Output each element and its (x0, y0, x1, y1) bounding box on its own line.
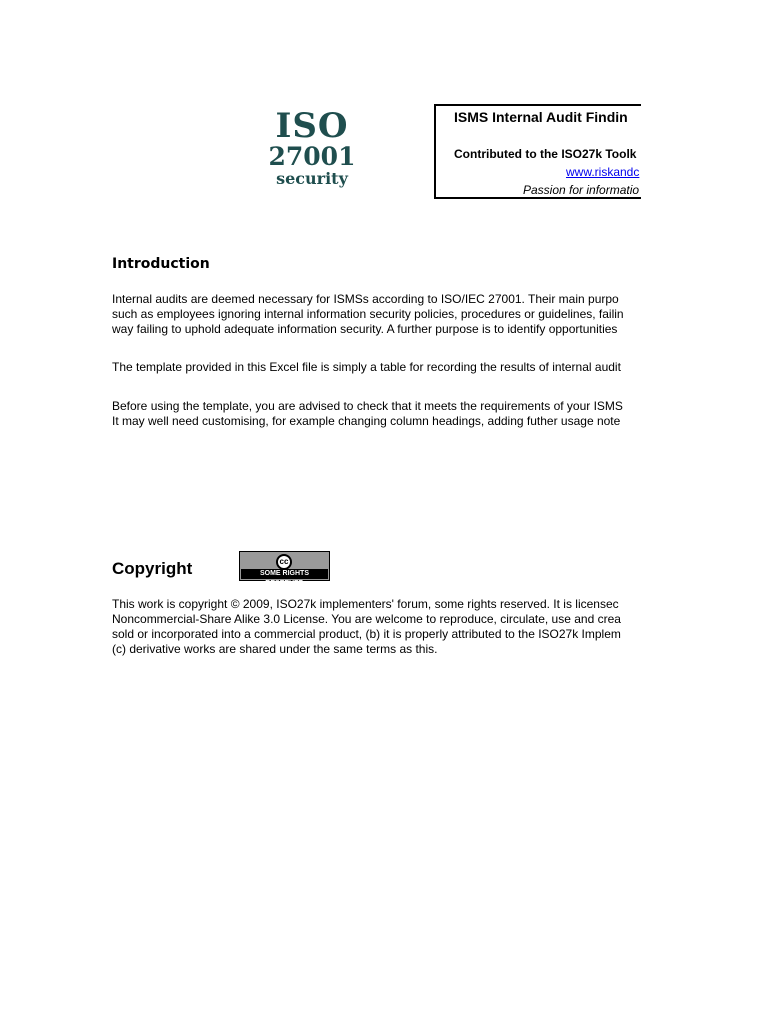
iso27001-security-logo (262, 108, 362, 188)
creative-commons-badge[interactable] (239, 551, 330, 587)
copyright-heading: Copyright (112, 559, 193, 578)
copyright-line: (c) derivative works are shared under the same terms as this. (112, 642, 438, 656)
intro-p1-line: such as employees ignoring internal information security policies, procedures or guidelines, failin (112, 307, 624, 321)
copyright-paragraph (112, 597, 621, 657)
intro-paragraph-1 (112, 292, 624, 337)
copyright-line: sold or incorporated into a commercial product, (b) it is properly attributed to the ISO27k Implem (112, 627, 621, 641)
intro-p3-line: It may well need customising, for example changing column headings, adding futher usage note (112, 414, 621, 428)
intro-p1-line: Internal audits are deemed necessary for ISMSs according to ISO/IEC 27001. Their main purpo (112, 292, 619, 306)
document-title: ISMS Internal Audit Findin (454, 109, 628, 125)
cc-icon: cc (276, 554, 292, 570)
logo-line-1: ISO (275, 106, 349, 146)
cc-badge-label: SOME RIGHTS RESERVED (241, 569, 328, 579)
intro-p1-line: way failing to uphold adequate information security. A further purpose is to identify opportunities (112, 322, 618, 336)
copyright-line: This work is copyright © 2009, ISO27k implementers' forum, some rights reserved. It is licensec (112, 597, 619, 611)
title-box (434, 104, 641, 199)
intro-paragraph-3 (112, 399, 623, 429)
intro-p2-line: The template provided in this Excel file is simply a table for recording the results of internal audit (112, 360, 621, 374)
logo-line-3: security (276, 169, 348, 188)
introduction-heading: Introduction (112, 256, 210, 272)
website-link[interactable]: www.riskandc (566, 165, 640, 179)
contributed-line: Contributed to the ISO27k Toolk (454, 147, 637, 161)
intro-paragraph-2 (112, 360, 621, 375)
intro-p3-line: Before using the template, you are advised to check that it meets the requirements of your ISMS (112, 399, 623, 413)
logo-line-2: 27001 (268, 142, 356, 171)
copyright-line: Noncommercial-Share Alike 3.0 License. You are welcome to reproduce, circulate, use and crea (112, 612, 621, 626)
tagline: Passion for informatio (523, 183, 640, 197)
